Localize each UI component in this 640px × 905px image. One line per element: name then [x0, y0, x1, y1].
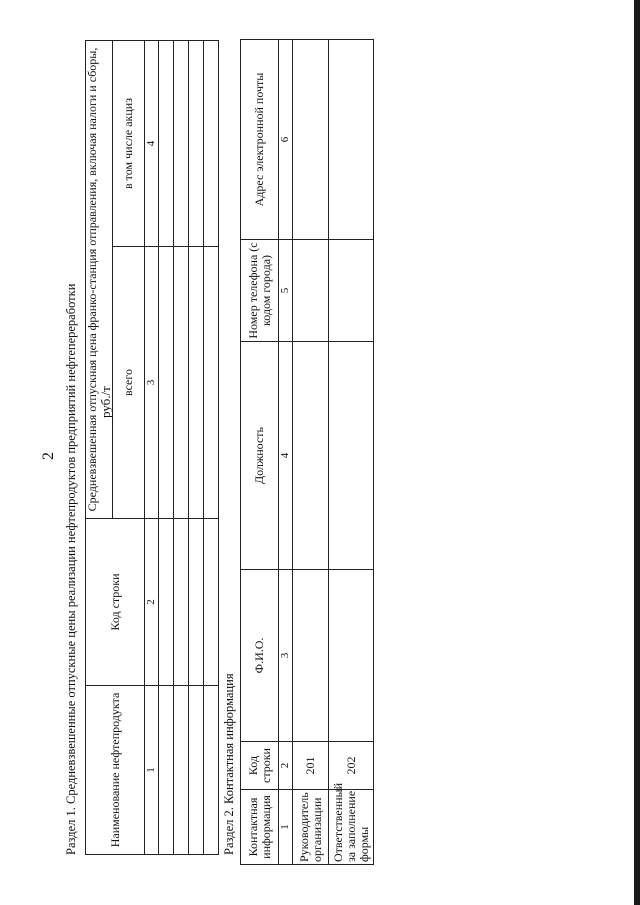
col-number: 1 [279, 790, 293, 865]
col-number: 3 [279, 570, 293, 742]
col-number: 4 [145, 41, 159, 247]
cell [189, 247, 204, 519]
cell [329, 570, 374, 742]
header-price [86, 41, 113, 519]
table-row [204, 41, 219, 855]
cell [189, 519, 204, 686]
cell [204, 686, 219, 855]
col-number: 6 [279, 40, 293, 240]
section1-title: Раздел 1. Средневзвешенные отпускные цены реализации нефтепродуктов предприятий нефтепереработки [64, 283, 78, 855]
col-number: 2 [145, 519, 159, 686]
cell [329, 240, 374, 342]
row-code: 202 [329, 742, 374, 790]
table-row [189, 41, 204, 855]
col-number: 5 [279, 240, 293, 342]
header-price-unit: руб./т [98, 386, 113, 418]
col-number: 1 [145, 686, 159, 855]
row-label: Руководитель организации [293, 790, 329, 865]
header-price-main: Средневзвешенная отпускная цена франко-станция отправления, включая налоги и сборы, [85, 47, 99, 512]
header-code: Код строки [86, 519, 145, 686]
cell [293, 570, 329, 742]
table-row [159, 41, 174, 855]
cell [174, 41, 189, 247]
header-total: всего [113, 247, 145, 519]
cell [204, 247, 219, 519]
section1-table [85, 40, 219, 855]
row-code: 201 [293, 742, 329, 790]
header-product: Наименование нефтепродукта [86, 686, 145, 855]
cell [174, 247, 189, 519]
table-row [293, 40, 329, 865]
cell [174, 686, 189, 855]
cell [204, 519, 219, 686]
cell [159, 247, 174, 519]
cell [204, 41, 219, 247]
header-excise: в том числе акциз [113, 41, 145, 247]
page-number: 2 [40, 452, 57, 460]
col-number: 2 [279, 742, 293, 790]
cell [159, 686, 174, 855]
header-fio: Ф.И.О. [241, 570, 279, 742]
section2-title: Раздел 2. Контактная информация [222, 673, 236, 855]
header-phone: Номер телефона (с кодом города) [241, 240, 279, 342]
cell [293, 40, 329, 240]
cell [189, 686, 204, 855]
col-number: 4 [279, 342, 293, 570]
table-row [174, 41, 189, 855]
table-row [329, 40, 374, 865]
header-position: Должность [241, 342, 279, 570]
col-number: 3 [145, 247, 159, 519]
row-label: Ответственный за заполнение формы [329, 790, 374, 865]
header-code: Код строки [241, 742, 279, 790]
cell [329, 40, 374, 240]
cell [159, 519, 174, 686]
cell [189, 41, 204, 247]
section2-table [240, 39, 374, 865]
header-email: Адрес электронной почты [241, 40, 279, 240]
cell [293, 240, 329, 342]
cell [159, 41, 174, 247]
header-contact: Контактная информация [241, 790, 279, 865]
cell [293, 342, 329, 570]
cell [329, 342, 374, 570]
cell [174, 519, 189, 686]
